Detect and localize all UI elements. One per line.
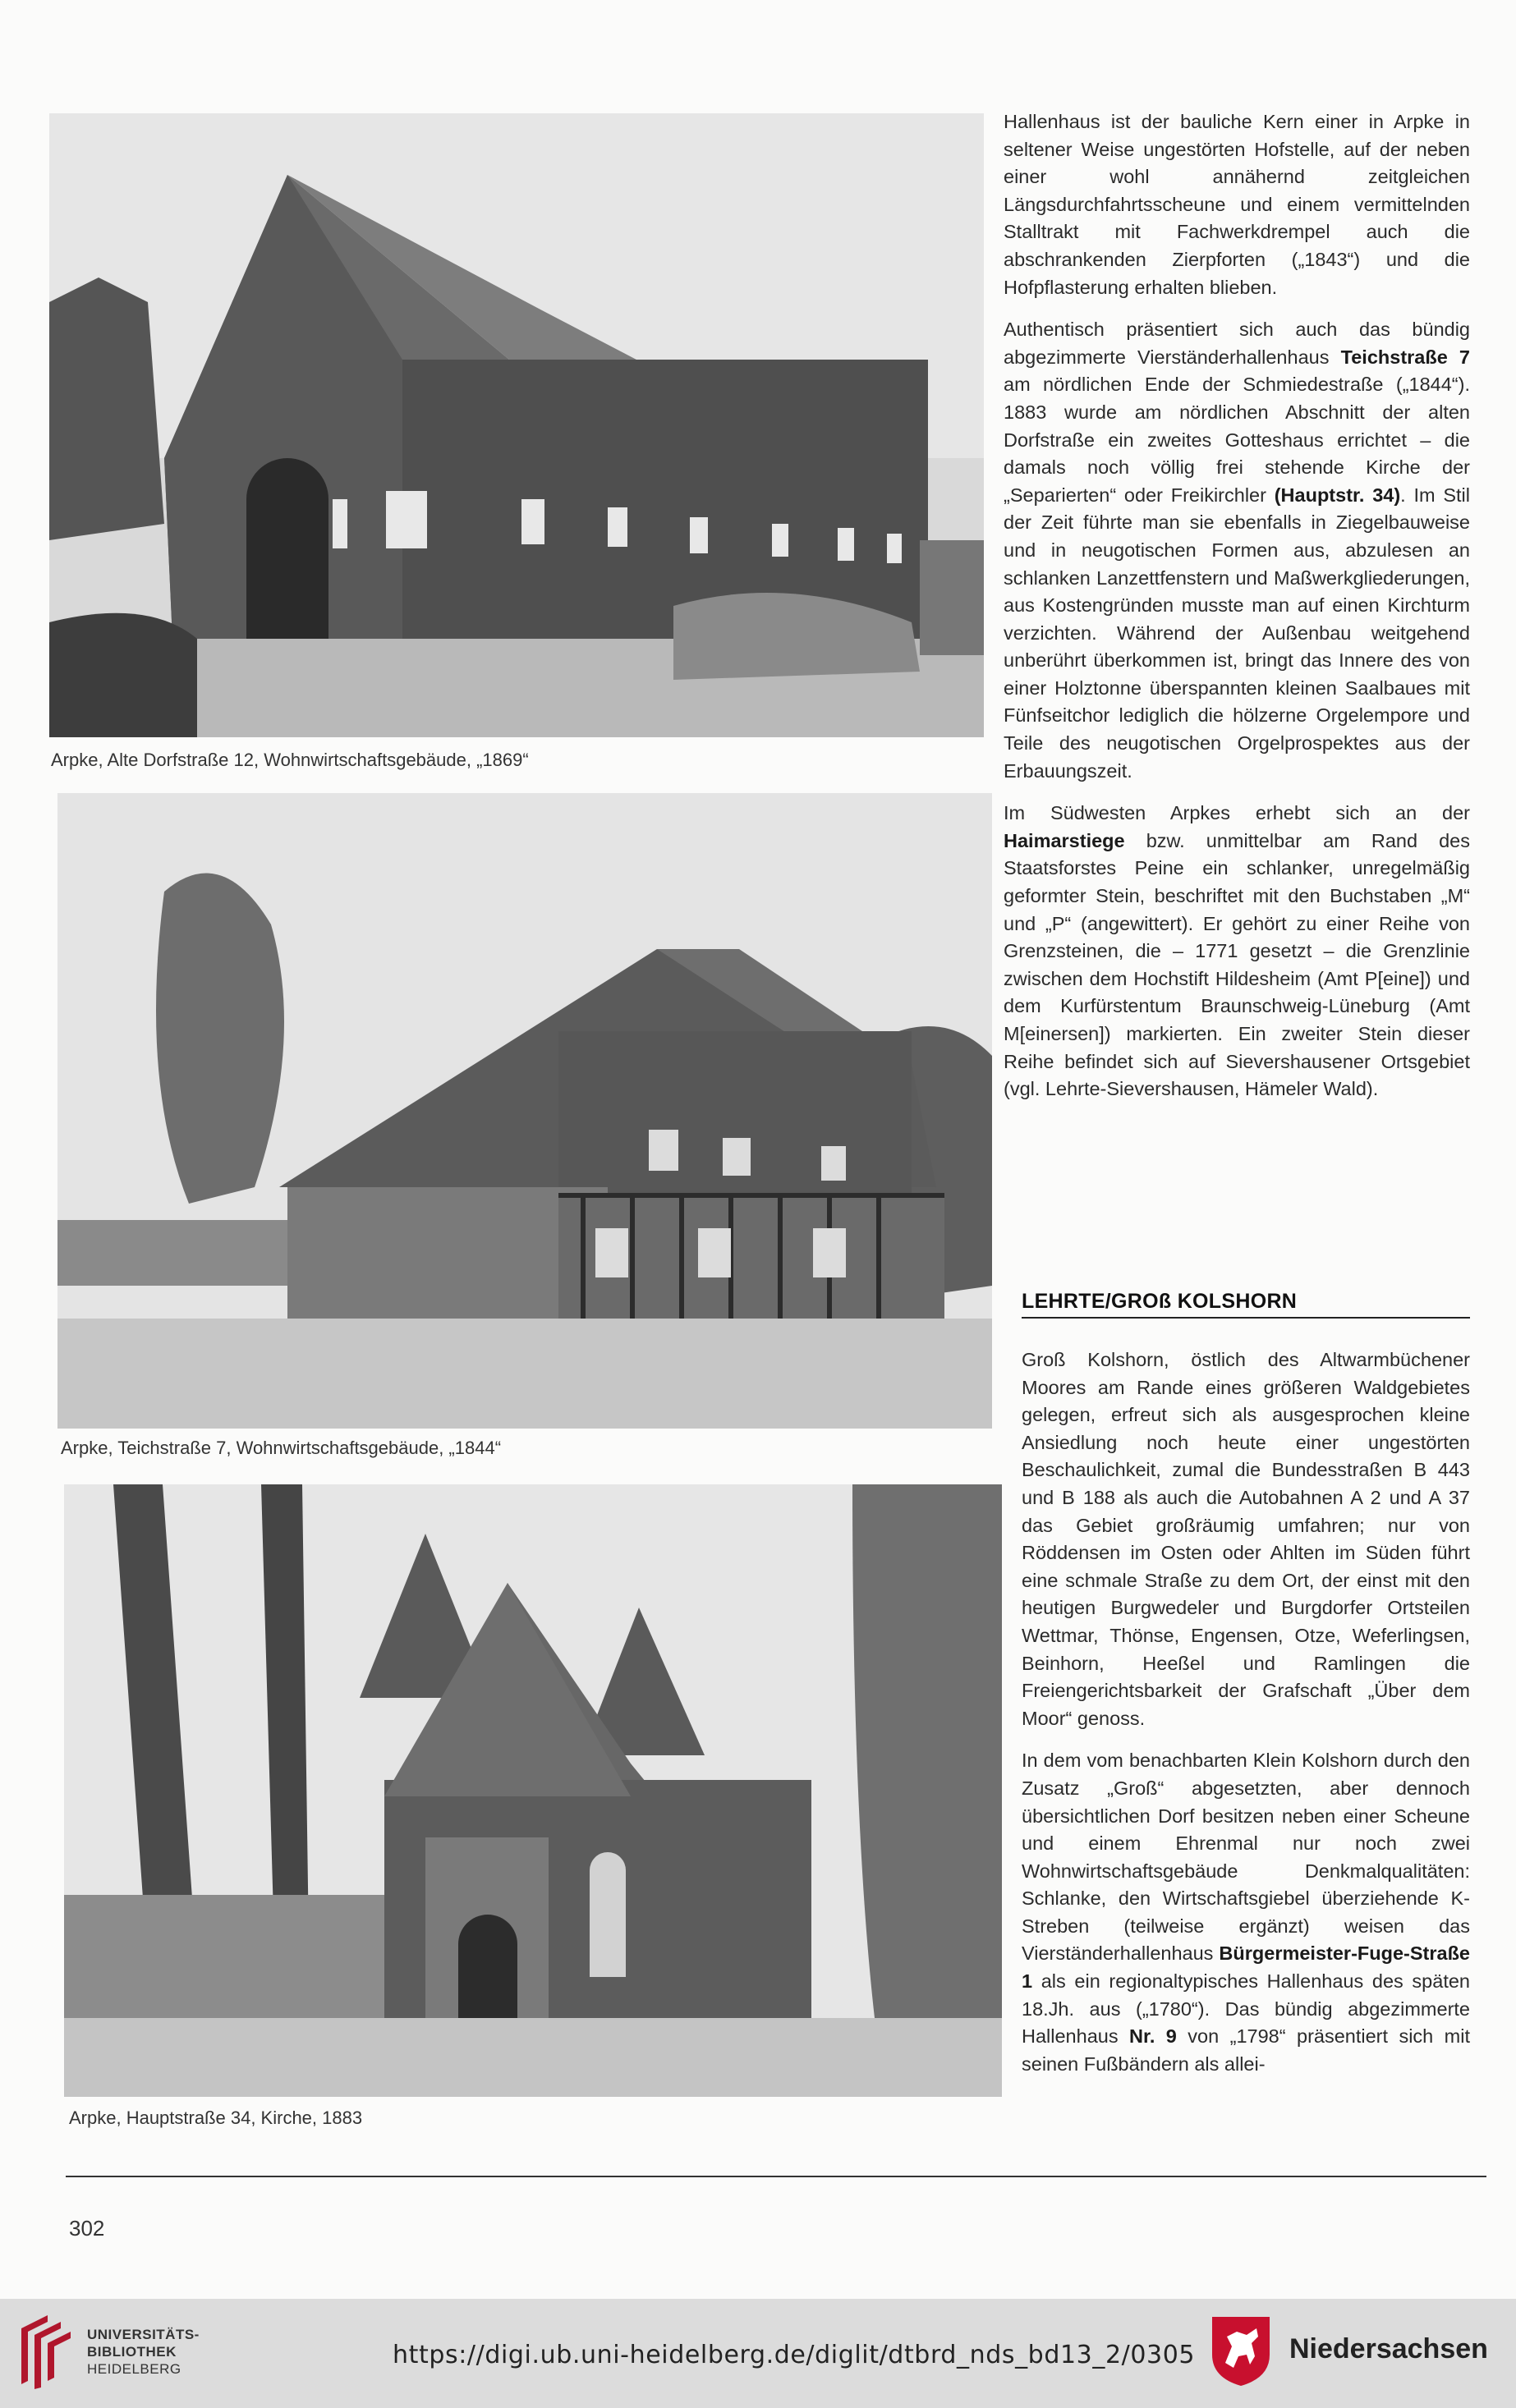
text-column-lower [1022, 1346, 1470, 2093]
paragraph-gross-kolshorn: Groß Kolshorn, östlich des Altwarmbüchener Moores am Rande eines größeren Waldgebietes gelegen, erfreut sich als ausgesprochen kleine Ansiedlung noch heute einer ungestörten Beschaulichkeit, zumal die Bundesstraßen B 443 und B 188 als auch die Autobahnen A 2 und A 37 das Gebiet großräumig umfahren; nur von Röddensen im Osten oder Ahlten im Süden führt eine schmale Straße zu dem Ort, der einst mit den heutigen Burgwedeler und Burgdorfer Ortsteilen Wettmar, Thönse, Engensen, Otze, Weferlingsen, Beinhorn, Heeßel und Ramlingen die Freiengerichtsbarkeit der Grafschaft „Über dem Moor“ genoss. [1022, 1349, 1470, 1729]
niedersachsen-horse-crest-icon [1209, 2314, 1273, 2387]
paragraph-klein-kolshorn: In dem vom benachbarten Klein Kolshorn durch den Zusatz „Groß“ abgesetzten, aber dennoch übersichtlichen Dorf besitzen neben einer Scheune und einem Ehrenmal nur noch zwei Wohnwirtschaftsgebäude Denkmalqualitäten: Schlanke, den Wirtschaftsgiebel überziehende K-Streben (teilweise ergänzt) weisen das Vierständerhallenhaus Bürgermeister-Fuge-Straße 1 als ein regionaltypisches Hallenhaus des späten 18.Jh. aus („1780“). Das bündig abgezimmerte Hallenhaus Nr. 9 von „1798“ präsentiert sich mit seinen Fußbändern als allei- [1022, 1750, 1471, 2075]
university-library-name: UNIVERSITÄTS- BIBLIOTHEK HEIDELBERG [87, 2327, 200, 2377]
caption-photo1: Arpke, Alte Dorfstraße 12, Wohnwirtschaftsgebäude, „1869“ [51, 750, 529, 770]
caption-photo2: Arpke, Teichstraße 7, Wohnwirtschaftsgebäude, „1844“ [61, 1438, 502, 1458]
paragraph-haimarstiege: Im Südwesten Arpkes erhebt sich an der Haimarstiege bzw. unmittelbar am Rand des Staatsforstes Peine ein schlanker, unregelmäßig geformter Stein, beschriftet mit den Buchstaben „M“ und „P“ (angewittert). Er gehört zu einer Reihe von Grenzsteinen, die – 1771 gesetzt – die Grenzlinie zwischen dem Hochstift Hildesheim (Amt P[eine]) und dem Kurfürstentum Braunschweig-Lüneburg (Amt M[einersen]) markierten. Ein zweiter Stein dieser Reihe befindet sich auf Sievershausener Ortsgebiet (vgl. Lehrte-Sievershausen, Hämeler Wald). [1004, 802, 1470, 1100]
photo-alte-dorfstrasse-12 [49, 113, 984, 737]
paragraph-teichstrasse: Authentisch präsentiert sich auch das bündig abgezimmerte Vierständerhallenhaus Teichstraße 7 am nördlichen Ende der Schmiedestraße („1844“). 1883 wurde am nördlichen Abschnitt der alten Dorfstraße ein zweites Gotteshaus errichtet – die damals noch völlig frei stehende Kirche der „Separierten“ oder Freikirchler (Hauptstr. 34). Im Stil der Zeit führte man sie ebenfalls in Ziegelbauweise und in neugotischen Formen aus, abzulesen an schlanken Lanzettfenstern und Maßwerkgliederungen, aus Kostengründen musste man auf einen Kirchturm verzichten. Während der Außenbau weitgehend unberührt überkommen ist, bringt das Innere des von einer Holztonne überspannten kleinen Saalbaues mit Fünfseitchor lediglich die hölzerne Orgelempore und Teile des neugotischen Orgelprospektes aus der Erbauungszeit. [1004, 319, 1470, 782]
photo-hauptstrasse-34-kirche [64, 1484, 1002, 2097]
section-heading: LEHRTE/GROß KOLSHORN [1022, 1290, 1470, 1319]
photo-teichstrasse-7 [57, 793, 992, 1429]
page-number: 302 [69, 2216, 105, 2241]
niedersachsen-label: Niedersachsen [1289, 2333, 1488, 2364]
text-column-upper [1004, 108, 1470, 1118]
paragraph-hallenhaus: Hallenhaus ist der bauliche Kern einer in Arpke in seltener Weise ungestörten Hofstelle, auf der neben einer wohl annähernd zeitgleichen Längsdurchfahrtsscheune und einem vermittelnden Stalltrakt mit Fachwerkdrempel auch die abschrankenden Zierpforten („1843“) und die Hofpflasterung erhalten blieben. [1004, 111, 1470, 298]
document-url-link[interactable]: https://digi.ub.uni-heidelberg.de/diglit/dtbrd_nds_bd13_2/0305 [393, 2341, 1196, 2369]
footer-rule [66, 2176, 1486, 2177]
university-library-logo-icon [16, 2312, 76, 2391]
caption-photo3: Arpke, Hauptstraße 34, Kirche, 1883 [69, 2108, 363, 2128]
footer-bar [0, 2299, 1516, 2408]
